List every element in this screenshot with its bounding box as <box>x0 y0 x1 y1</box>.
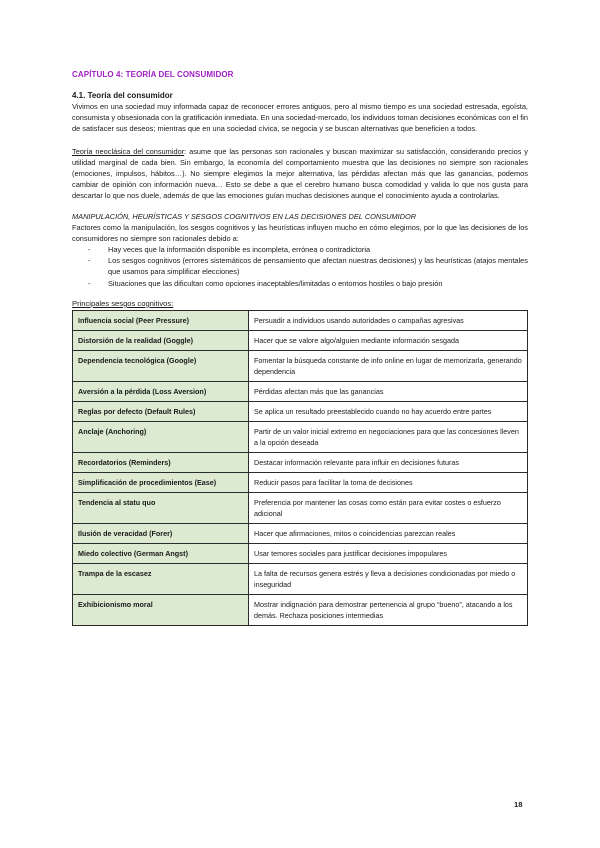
bullet-dash: - <box>88 278 91 288</box>
bias-name-cell: Trampa de la escasez <box>73 563 249 594</box>
neoclassical-paragraph <box>72 146 528 202</box>
intro-paragraph: Vivimos en una sociedad muy informada capaz de reconocer errores antiguos, pero al mismo tiempo es una sociedad estresada, egoísta, consumista y obsesionada con la gratificación inmediata. En una sociedad-mercado, los individuos toman decisiones económicas con el fin de satisfacer sus deseos; mientras que en una sociedad cívica, se negocia y se buscan alternativas que beneficien a todos. <box>72 102 529 134</box>
bullet-dash: - <box>88 245 91 255</box>
table-row <box>73 492 528 523</box>
bias-name-cell: Influencia social (Peer Pressure) <box>73 310 249 330</box>
bias-description-cell: La falta de recursos genera estrés y lleva a decisiones condicionadas por miedo o inseguridad <box>249 563 528 594</box>
bias-name-cell: Ilusión de veracidad (Forer) <box>73 523 249 543</box>
document-page <box>72 70 528 626</box>
manipulation-heading: MANIPULACIÓN, HEURÍSTICAS Y SESGOS COGNITIVOS EN LAS DECISIONES DEL CONSUMIDOR <box>72 211 417 221</box>
table-row <box>73 452 528 472</box>
bias-name-cell: Exhibicionismo moral <box>73 594 249 625</box>
table-caption: Principales sesgos cognitivos: <box>72 298 174 308</box>
manipulation-paragraph: Factores como la manipulación, los sesgos cognitivos y las heurísticas influyen mucho en cómo elegimos, por lo que las decisiones de los consumidores no siempre son racionales debido a: <box>72 222 528 243</box>
bias-name-cell: Dependencia tecnológica (Google) <box>73 350 249 381</box>
bias-description-cell: Mostrar indignación para demostrar pertenencia al grupo “bueno”, atacando a los demás. Rechaza posiciones intermedias <box>249 594 528 625</box>
list-item: - Los sesgos cognitivos (errores sistemáticos de pensamiento que afectan nuestras decisiones) y las heurísticas (atajos mentales que usamos para simplificar elecciones) <box>88 256 528 277</box>
bias-description-cell: Hacer que se valore algo/alguien mediante información sesgada <box>249 330 528 350</box>
neoclassical-term: Teoría neoclásica del consumidor <box>72 146 185 156</box>
bias-description-cell: Destacar información relevante para influir en decisiones futuras <box>249 452 528 472</box>
bias-name-cell: Tendencia al statu quo <box>73 492 249 523</box>
bias-description-cell: Fomentar la búsqueda constante de info online en lugar de memorizarla, generando dependencia <box>249 350 528 381</box>
table-row <box>73 310 528 330</box>
bias-name-cell: Distorsión de la realidad (Goggle) <box>73 330 249 350</box>
neoclassical-text: : asume que las personas son racionales y buscan maximizar su satisfacción, considerando precios y utilidad marginal de cada bien. Sin embargo, la economía del comportamiento muestra que las decisiones no siempre son racionales (emociones, impulsos, hábitos…). No siempre elegimos la mejor alternativa, las pérdidas afectan más que las ganancias, podemos cambiar de opinión con información nueva… Esto se debe a que el cerebro humano busca comodidad y valida lo que nos gusta para descartar lo que nos duele, además de que las emociones guían muchas decisiones aunque el conocimiento ayuda a controlarlas. <box>72 146 528 201</box>
bias-description-cell: Pérdidas afectan más que las ganancias <box>249 381 528 401</box>
bias-name-cell: Miedo colectivo (German Angst) <box>73 543 249 563</box>
page-number: 18 <box>514 800 523 809</box>
table-row <box>73 523 528 543</box>
table-row <box>73 330 528 350</box>
table-row <box>73 543 528 563</box>
cognitive-biases-table <box>72 310 528 626</box>
bullet-dash: - <box>88 256 91 266</box>
table-row <box>73 472 528 492</box>
table-row <box>73 401 528 421</box>
list-item: - Situaciones que las dificultan como opciones inaceptables/limitadas o entornos hostiles o bajo presión <box>88 278 443 288</box>
chapter-title: CAPÍTULO 4: TEORÍA DEL CONSUMIDOR <box>72 70 234 79</box>
bias-name-cell: Reglas por defecto (Default Rules) <box>73 401 249 421</box>
table-row <box>73 421 528 452</box>
table-row <box>73 350 528 381</box>
list-item: - Hay veces que la información disponible es incompleta, errónea o contradictoria <box>88 245 371 255</box>
section-title: 4.1. Teoría del consumidor <box>72 91 173 100</box>
bias-name-cell: Aversión a la pérdida (Loss Aversion) <box>73 381 249 401</box>
bias-description-cell: Se aplica un resultado preestablecido cuando no hay acuerdo entre partes <box>249 401 528 421</box>
bias-description-cell: Persuadir a individuos usando autoridades o campañas agresivas <box>249 310 528 330</box>
bias-name-cell: Recordatorios (Reminders) <box>73 452 249 472</box>
table-row <box>73 563 528 594</box>
bias-name-cell: Anclaje (Anchoring) <box>73 421 249 452</box>
table-row <box>73 381 528 401</box>
manipulation-bullet-list <box>72 244 528 289</box>
table-row <box>73 594 528 625</box>
bias-description-cell: Reducir pasos para facilitar la toma de decisiones <box>249 472 528 492</box>
bias-name-cell: Simplificación de procedimientos (Ease) <box>73 472 249 492</box>
bias-description-cell: Hacer que afirmaciones, mitos o coincidencias parezcan reales <box>249 523 528 543</box>
bias-description-cell: Usar temores sociales para justificar decisiones impopulares <box>249 543 528 563</box>
bias-description-cell: Partir de un valor inicial extremo en negociaciones para que las concesiones lleven a la opción deseada <box>249 421 528 452</box>
bias-description-cell: Preferencia por mantener las cosas como están para evitar costes o esfuerzo adicional <box>249 492 528 523</box>
